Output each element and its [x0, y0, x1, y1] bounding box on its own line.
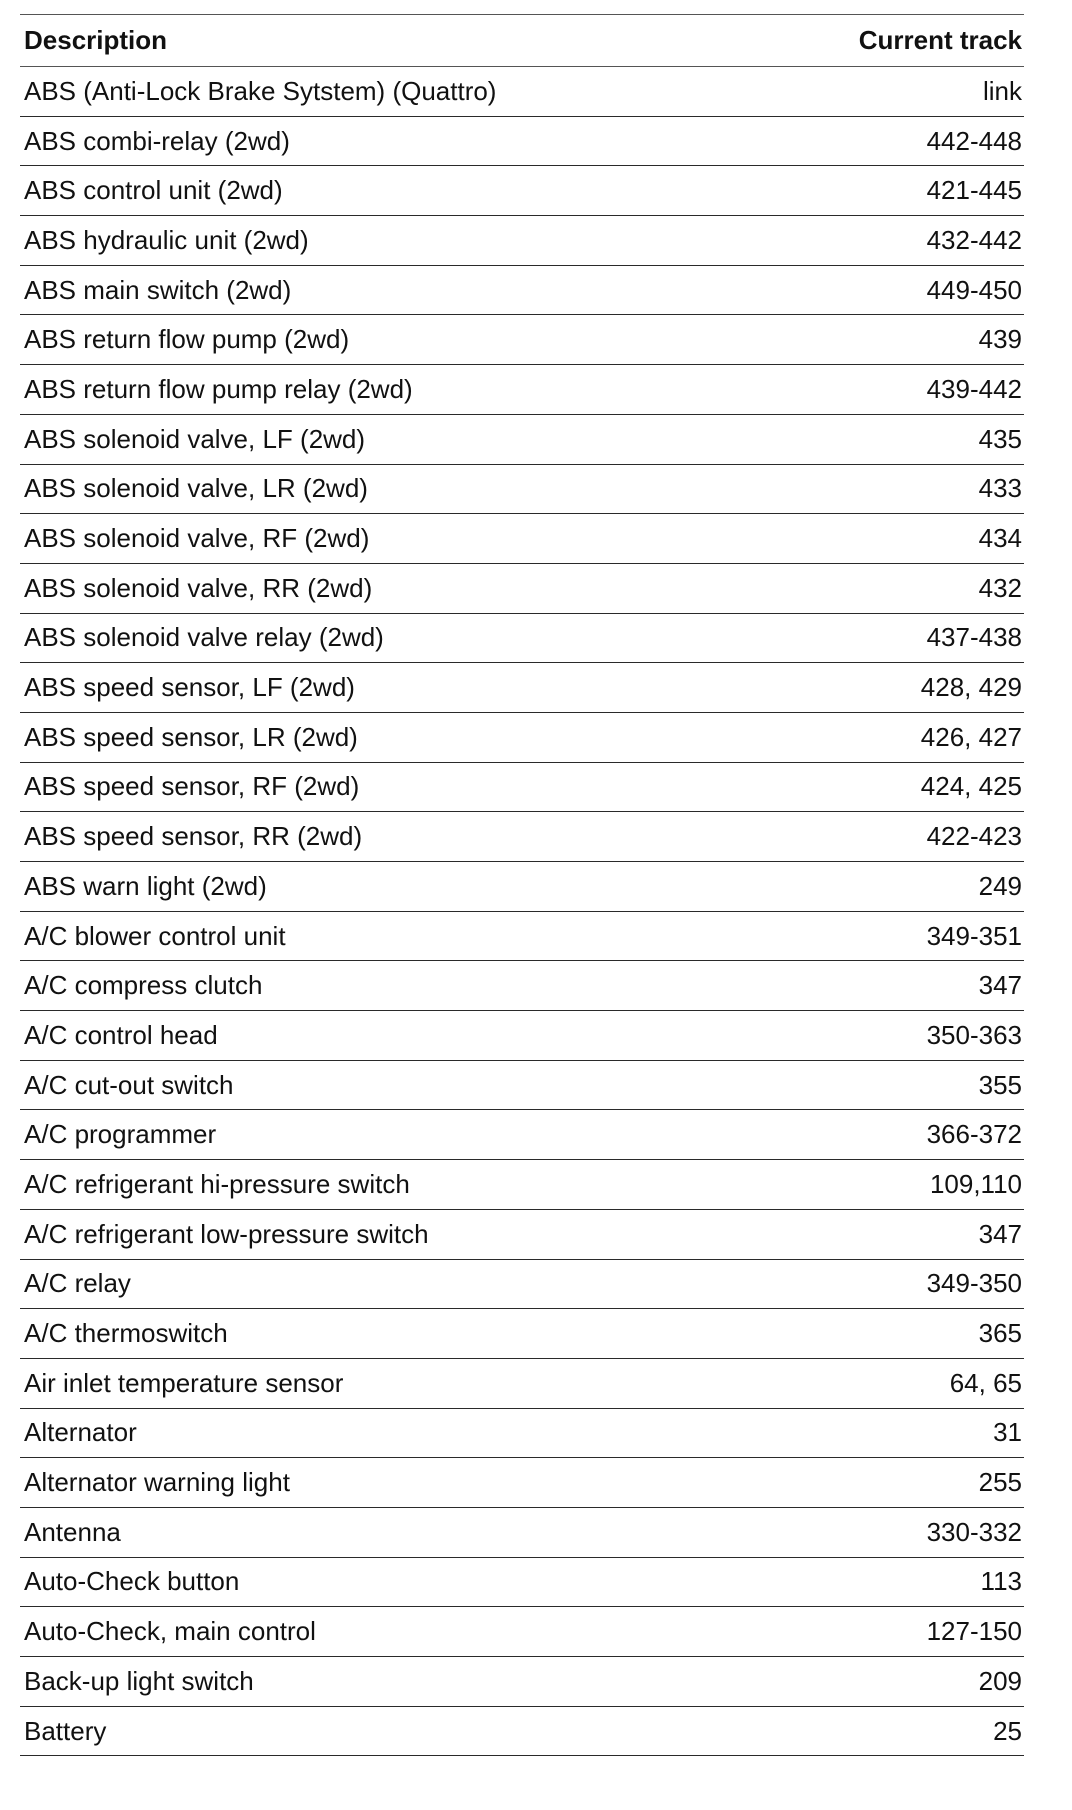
table-row [20, 614, 1024, 664]
row-description: ABS combi-relay (2wd) [24, 125, 290, 156]
table-row [20, 1458, 1024, 1508]
table-row [20, 415, 1024, 465]
current-track-table [20, 14, 1024, 1756]
row-current-track: 439-442 [926, 373, 1022, 404]
row-current-track: 432-442 [926, 224, 1022, 255]
row-current-track: 350-363 [926, 1019, 1022, 1050]
table-body [20, 67, 1024, 1756]
row-current-track: 209 [978, 1665, 1022, 1696]
row-current-track: 422-423 [926, 821, 1022, 852]
row-current-track: 347 [978, 970, 1022, 1001]
row-current-track: 432 [978, 572, 1022, 603]
row-current-track: 424, 425 [920, 771, 1022, 802]
row-description: ABS speed sensor, RF (2wd) [24, 771, 360, 802]
row-description: ABS return flow pump (2wd) [24, 324, 350, 355]
table-row [20, 763, 1024, 813]
row-description: ABS control unit (2wd) [24, 175, 283, 206]
row-description: A/C thermoswitch [24, 1318, 228, 1349]
row-description: ABS solenoid valve, RR (2wd) [24, 572, 373, 603]
row-current-track: 365 [978, 1318, 1022, 1349]
row-current-track: 31 [993, 1417, 1022, 1448]
row-current-track: 433 [978, 473, 1022, 504]
row-description: ABS solenoid valve, RF (2wd) [24, 523, 370, 554]
row-description: Antenna [24, 1516, 121, 1547]
current-track-header: Current track [858, 25, 1022, 55]
table-row [20, 713, 1024, 763]
table-row [20, 812, 1024, 862]
row-current-track: 434 [978, 523, 1022, 554]
row-description: A/C blower control unit [24, 920, 286, 951]
row-current-track: 355 [978, 1069, 1022, 1100]
row-current-track: 349-350 [926, 1268, 1022, 1299]
row-description: ABS hydraulic unit (2wd) [24, 224, 309, 255]
row-description: Auto-Check, main control [24, 1616, 316, 1647]
table-row [20, 465, 1024, 515]
row-description: ABS solenoid valve, LR (2wd) [24, 473, 368, 504]
table-row [20, 1110, 1024, 1160]
row-description: Battery [24, 1715, 107, 1746]
table-row [20, 663, 1024, 713]
row-description: Alternator [24, 1417, 137, 1448]
row-description: A/C relay [24, 1268, 131, 1299]
table-row [20, 1061, 1024, 1111]
row-description: ABS speed sensor, LR (2wd) [24, 721, 358, 752]
row-current-track: 113 [980, 1566, 1022, 1597]
row-description: ABS speed sensor, LF (2wd) [24, 672, 355, 703]
table-row [20, 862, 1024, 912]
row-current-track: 426, 427 [920, 721, 1022, 752]
table-row [20, 961, 1024, 1011]
row-current-track: 437-438 [926, 622, 1022, 653]
row-description: A/C refrigerant low-pressure switch [24, 1218, 429, 1249]
row-description: A/C control head [24, 1019, 218, 1050]
table-header [20, 15, 1024, 67]
row-description: Auto-Check button [24, 1566, 240, 1597]
table-row [20, 1707, 1024, 1757]
table-row [20, 1011, 1024, 1061]
row-description: A/C programmer [24, 1119, 217, 1150]
row-description: ABS speed sensor, RR (2wd) [24, 821, 363, 852]
table-row [20, 514, 1024, 564]
table-row [20, 1359, 1024, 1409]
table-row [20, 1657, 1024, 1707]
row-description: Alternator warning light [24, 1467, 290, 1498]
row-current-track: 349-351 [926, 920, 1022, 951]
table-row [20, 166, 1024, 216]
table-row [20, 117, 1024, 167]
row-current-track: 255 [978, 1467, 1022, 1498]
table-row [20, 315, 1024, 365]
row-current-track: 421-445 [926, 175, 1022, 206]
row-description: ABS solenoid valve, LF (2wd) [24, 423, 366, 454]
row-current-track: 249 [978, 870, 1022, 901]
table-row [20, 67, 1024, 117]
row-description: A/C compress clutch [24, 970, 263, 1001]
table-row [20, 1210, 1024, 1260]
table-row [20, 564, 1024, 614]
table-row [20, 1260, 1024, 1310]
row-current-track: 347 [978, 1218, 1022, 1249]
table-row [20, 365, 1024, 415]
table-row [20, 266, 1024, 316]
row-description: A/C cut-out switch [24, 1069, 234, 1100]
row-current-track: 330-332 [926, 1516, 1022, 1547]
table-row [20, 1558, 1024, 1608]
row-current-track: link [982, 75, 1022, 106]
row-description: ABS warn light (2wd) [24, 870, 267, 901]
row-current-track: 449-450 [926, 274, 1022, 305]
table-row [20, 1607, 1024, 1657]
row-description: ABS return flow pump relay (2wd) [24, 373, 413, 404]
row-description: Back-up light switch [24, 1665, 254, 1696]
table-row [20, 1309, 1024, 1359]
table-row [20, 1409, 1024, 1459]
row-current-track: 442-448 [926, 125, 1022, 156]
table-row [20, 216, 1024, 266]
row-description: Air inlet temperature sensor [24, 1367, 344, 1398]
table-row [20, 1508, 1024, 1558]
row-current-track: 25 [993, 1715, 1022, 1746]
row-current-track: 435 [978, 423, 1022, 454]
row-current-track: 64, 65 [949, 1367, 1022, 1398]
row-current-track: 428, 429 [920, 672, 1022, 703]
table-row [20, 912, 1024, 962]
row-current-track: 127-150 [926, 1616, 1022, 1647]
row-description: ABS solenoid valve relay (2wd) [24, 622, 384, 653]
row-current-track: 439 [978, 324, 1022, 355]
table-row [20, 1160, 1024, 1210]
row-description: ABS main switch (2wd) [24, 274, 292, 305]
row-description: A/C refrigerant hi-pressure switch [24, 1168, 410, 1199]
row-description: ABS (Anti-Lock Brake Sytstem) (Quattro) [24, 75, 497, 106]
row-current-track: 109,110 [929, 1168, 1022, 1199]
row-current-track: 366-372 [926, 1119, 1022, 1150]
description-header: Description [24, 25, 168, 55]
